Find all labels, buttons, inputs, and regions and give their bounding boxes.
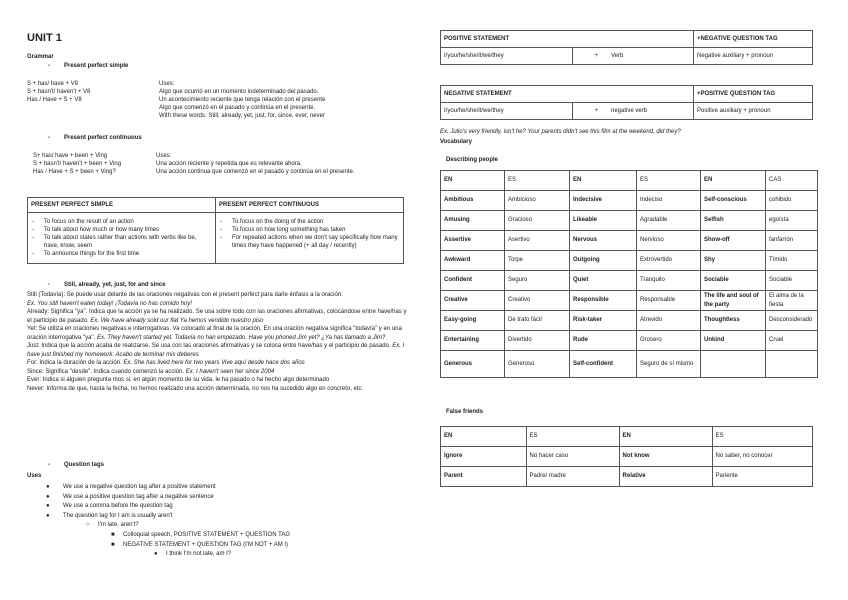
vocab-cell: Grosero [637,331,701,351]
qtag-example: Ex. Julio's very friendly, isn't he? Your parents didn't see this film at the weekend, did they? [440,129,681,135]
vocab-cell: Creative [441,291,505,311]
ff-header: ES [526,427,619,447]
vocab-cell: Self-conscious [701,191,766,211]
vocab-header: EN [701,171,766,191]
vocab-cell: Asertivo [505,231,570,251]
qtags-uses-label: Uses [27,473,42,479]
false-friends-heading: False friends [446,409,484,415]
compare-table [27,197,404,264]
unit-title: UNIT 1 [27,32,62,44]
vocab-cell: Self-confident [570,351,637,378]
vocab-cell: Cruel [766,331,818,351]
adverbs-section: Still (Todavía): Se puede usar delante de las oraciones negativas con el present perfect para darle énfasis a la oración: Ex. You still haven't eaten today! ¡Todavía no has comido hoy! Already: Significa "ya". Indica que la acción ya se ha realizado. Se usa sobre todo con las oraciones afirmativas, colocándose entre have/has y el participio de pasado. Ex. We have already sold our flat Ya hemos vendido nuestro piso Yet: Se utiliza en oraciones negativas e interrogativas. Va colocado al final de la oración. En una oración negativa significa "todavía" y en una oración interrogativa "ya". Ex. They haven't started yet. Todavía no han empezado. Have you phoned Jim yet? ¿Ya has llamado a Jim? Just: Indica que la acción acaba de realizarse. Se usa con las oraciones afirmativas y se coloca entre have/has y el participio de pasado. Ex. I have just finished my homework. Acabo de terminar mis deberes For: Indica la duración de la acción. Ex. She has lived here for two years Vive aquí desde hace dos años Since: Significa "desde". Indica cuando comenzó la acción. Ex. I haven't seen her since 2004 Ever: Indica si alguien pregunta mos si, en algún momento de su vida, le ha pasado o ha hecho algo determinado Never: Informa de que, hasta la fecha, no hemos realizado una acción determinada, no nos ha sucedido algo en concreto, etc. [27,292,407,392]
vocab-cell: De trato fácil [505,311,570,331]
vocab-cell: Thoughtless [701,311,766,331]
vocab-header: EN [570,171,637,191]
right-page [424,0,848,600]
compare-head-cont: PRESENT PERFECT CONTINUOUS [216,198,404,213]
vocab-cell: Seguro de sí mismo [637,351,701,378]
vocab-cell: Amusing [441,211,505,231]
vocab-row [441,351,818,378]
vocab-cell: El alma de la fiesta [766,291,818,311]
vocab-header: EN [441,171,505,191]
vocab-cell: Responsible [570,291,637,311]
vocab-row [441,211,818,231]
vocab-table [440,170,818,378]
ppcont-forms: S+ has/ have + been + Ving S + hasn't/ haven't + been + Ving Has / Have + S + been + Ving? [33,153,122,176]
qtags-title: - Question tags [48,462,105,468]
vocab-cell: Selfish [701,211,766,231]
ff-row [441,447,813,467]
vocab-cell: Awkward [441,251,505,271]
vocab-cell: Easy-going [441,311,505,331]
vocab-cell: Tranquilo [637,271,701,291]
vocab-cell: Indecisive [570,191,637,211]
positive-statement-table: POSITIVE STATEMENT +NEGATIVE QUESTION TAG I/you/he/she/it/we/they + Verb Negative auxiliary + pronoun [440,30,813,65]
vocab-cell: The life and soul of the party [701,291,766,311]
vocab-cell: Desconsiderado [766,311,818,331]
ppsimple-forms: S + has/ have + V8 S + hasn't/ haven't + V8 Has / Have + S + V8 [27,81,91,104]
ff-row [441,467,813,487]
vocab-cell: Rude [570,331,637,351]
ff-cell: No hacer caso [526,447,619,467]
ff-header: EN [619,427,712,447]
vocab-cell [766,351,818,378]
vocab-cell: Creativo [505,291,570,311]
qtags-list: ● We use a negative question tag after a positive statement ● We use a positive question tag after a negative sentence ● We use a comma before the question tag ● The question tag for I am is usually aren't ○ I'm late, aren't? ■ Colloquial speech, POSITIVE STATEMENT + QUESTION TAG ■ NEGATIVE STATEMENT + QUESTION TAG (I'M NOT + AM I) ● I think I'm not late, am I? [46,484,290,558]
vocabulary-heading: Vocabulary [440,139,472,145]
ff-cell: Parent [441,467,527,487]
vocab-cell [701,351,766,378]
vocab-cell: Sociable [766,271,818,291]
ff-cell: Pariente [712,467,812,487]
vocab-cell: Responsable [637,291,701,311]
vocab-row [441,331,818,351]
vocab-cell: Gracioso [505,211,570,231]
vocab-row [441,191,818,211]
false-friends-table [440,426,813,487]
vocab-cell: Confident [441,271,505,291]
vocab-cell: Entertaining [441,331,505,351]
vocab-row [441,311,818,331]
compare-simple-list: - To focus on the result of an action - To talk about how much or how many times - To talk about states rather than actions with verbs like be, have, know, seem - To announce things for the first time [28,213,216,264]
ff-cell: No saber, no conocer [712,447,812,467]
vocab-cell: Sociable [701,271,766,291]
vocab-header: CAS [766,171,818,191]
vocab-cell: cohibido [766,191,818,211]
vocab-header: ES [505,171,570,191]
vocab-cell: Seguro [505,271,570,291]
vocab-cell: Divertido [505,331,570,351]
vocab-cell: Nervous [570,231,637,251]
ff-cell: Relative [619,467,712,487]
vocab-cell: fanfarrón [766,231,818,251]
vocab-cell: Indeciso [637,191,701,211]
ppsimple-uses: Uses: Algo que ocurrió en un momento indeterminado del pasado. Un acontecimiento reciente que tenga relación con el presente Algo que comenzó en el pasado y continúa en el presente. With these words: Still, already, yet, just, for, since, ever, never [159,81,326,120]
still-title: - Still, already, yet, just, for and since [48,282,166,288]
vocab-cell: Generous [441,351,505,378]
describing-people-heading: Describing people [446,157,499,163]
vocab-cell: Ambicioso [505,191,570,211]
ff-header: ES [712,427,812,447]
vocab-cell: Agradable [637,211,701,231]
ff-header: EN [441,427,527,447]
vocab-cell: Tímido [766,251,818,271]
ppsimple-title: - Present perfect simple [48,63,129,69]
vocab-row [441,291,818,311]
vocab-cell: Torpe [505,251,570,271]
vocab-cell: Likeable [570,211,637,231]
compare-head-simple: PRESENT PERFECT SIMPLE [28,198,216,213]
compare-cont-list: - To focus on the doing of the action - To focus on how long something has taken - For repeated actions when we don't say specifically how many times they have happened (+ all day / recently) [216,213,404,264]
vocab-header: ES [637,171,701,191]
vocab-cell: Ambitious [441,191,505,211]
vocab-cell: Shy [701,251,766,271]
grammar-heading: Grammar [27,54,54,60]
vocab-cell: Generoso [505,351,570,378]
ff-cell: Padre/ madre [526,467,619,487]
negative-statement-table: NEGATIVE STATEMENT +POSITIVE QUESTION TAG I/you/he/she/it/we/they + negative verb Positive auxiliary + pronoun [440,85,813,120]
vocab-cell: Risk-taker [570,311,637,331]
vocab-cell: Nervioso [637,231,701,251]
vocab-row [441,271,818,291]
vocab-row [441,231,818,251]
vocab-cell: egoísta [766,211,818,231]
ff-cell: Not know [619,447,712,467]
ff-cell: Ignore [441,447,527,467]
vocab-cell: Assertive [441,231,505,251]
vocab-cell: Atrevido [637,311,701,331]
ppcont-uses: Uses: Una acción reciente y repetida que es relevante ahora. Una acción continua que comenzó en el pasado y continúa en el presente. [156,153,355,176]
vocab-cell: Show-off [701,231,766,251]
vocab-cell: Extrovertido [637,251,701,271]
vocab-cell: Unkind [701,331,766,351]
vocab-cell: Outgoing [570,251,637,271]
vocab-row [441,251,818,271]
vocab-cell: Quiet [570,271,637,291]
ppcont-title: - Present perfect continuous [48,135,142,141]
